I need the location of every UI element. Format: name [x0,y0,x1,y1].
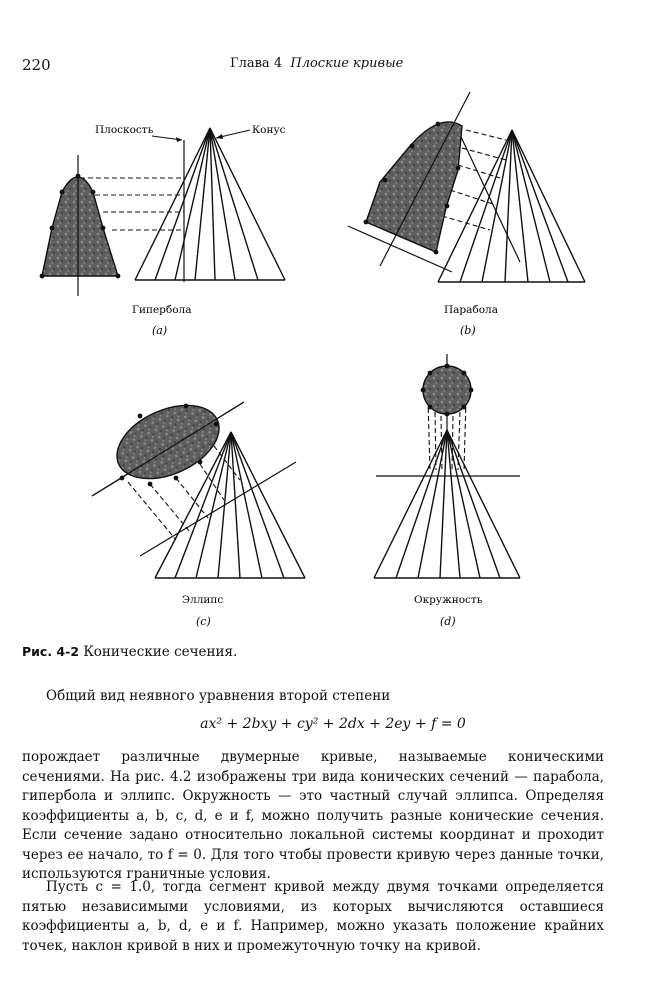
panel-b-sub: (b) [460,324,476,337]
figure-caption [22,644,237,660]
parabola-section [366,122,462,252]
annotation-plane: Плоскость [95,124,154,136]
panel-parabola [348,92,585,282]
equation: ax² + 2bxy + cy² + 2dx + 2ey + f = 0 [200,716,466,732]
panel-d-sub: (d) [440,615,456,628]
caption-text: Конические сечения. [83,644,238,660]
panel-ellipse [92,391,305,578]
paragraph-2: Пусть c = 1.0, тогда сегмент кривой между двумя точками определяется пятью независимыми условиями, из которых вычисляются оставшиеся коэффициенты a, b, d, e и f. Например, можно указать положение крайних точек, наклон кривой в них и промежуточную точку на кривой. [22,879,604,954]
panel-c-label: Эллипс [182,594,224,606]
panel-c-sub: (c) [196,615,211,628]
running-header [230,56,403,71]
chapter-title: Плоские кривые [290,56,404,71]
caption-tag: Рис. 4-2 [22,644,80,659]
panel-a-label: Гипербола [132,304,192,316]
panel-a-sub: (a) [152,324,168,337]
page-number: 220 [22,56,51,74]
panel-d-label: Окружность [414,594,483,606]
cone-a [135,128,285,280]
paragraph-1: порождает различные двумерные кривые, называемые коническими сечениями. На рис. 4.2 изображены три вида конических сечений — парабола, гипербола и эллипс. Окружность — это частный случай эллипса. Определяя коэффициенты a, b, c, d, e и f, можно получить разные конические сечения. Если сечение задано относительно локальной системы координат и проходит через ее начало, то f = 0. Для того чтобы провести кривую через данные точки, используются граничные условия. [22,749,604,882]
chapter-number: Глава 4 [230,56,283,71]
panel-hyperbola [40,128,285,296]
annotation-cone: Конус [252,124,286,136]
intro-text: Общий вид неявного уравнения второй степени [46,688,391,704]
conic-sections-figure [0,90,666,640]
panel-b-label: Парабола [444,304,498,316]
panel-circle [374,354,520,578]
cone-d [374,430,520,578]
